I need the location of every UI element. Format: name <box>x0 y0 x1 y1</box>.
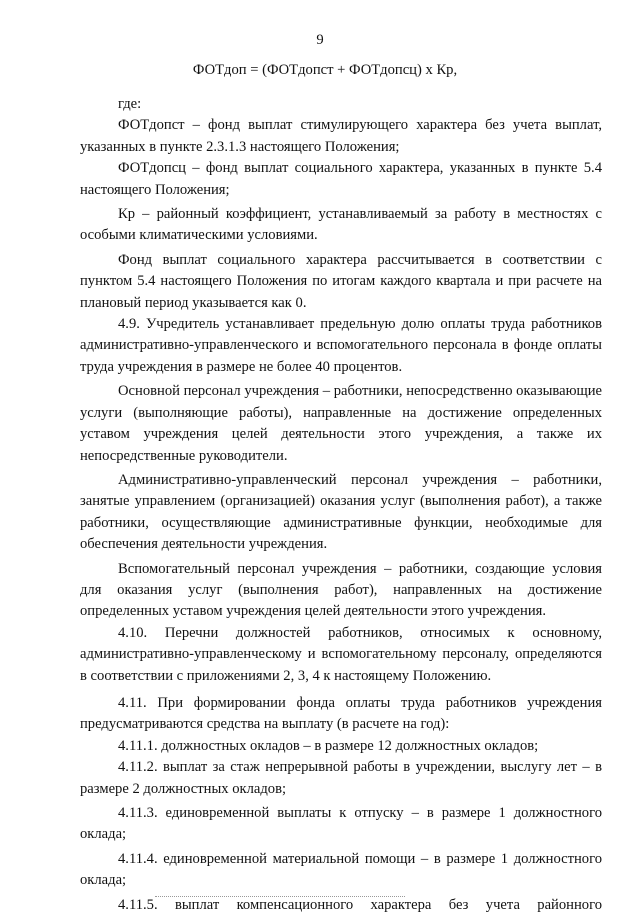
paragraph-4-11-2: 4.11.2. выплат за стаж непрерывной работы в учреждении, выслугу лет – в размере 2 должностных окладов; <box>80 759 602 797</box>
paragraph-fotdopst: ФОТдопст – фонд выплат стимулирующего характера без учета выплат, указанных в пункте 2.3.1.3 настоящего Положения; <box>80 117 602 155</box>
paragraph-where: где: <box>118 96 142 112</box>
paragraph-social-fund: Фонд выплат социального характера рассчитывается в соответствии с пунктом 5.4 настоящего Положения по итогам каждого квартала и при расчете на плановый период указывается как 0. <box>80 251 602 311</box>
paragraph-4-11-4: 4.11.4. единовременной материальной помощи – в размере 1 должностного оклада; <box>80 850 602 889</box>
paragraph-support-staff: Вспомогательный персонал учреждения – работники, создающие условия для оказания услуг (выполнения работ), направленных на достижение определенных уставом учреждения целей деятельности этого учреждения. <box>80 560 602 620</box>
document-body <box>80 94 602 916</box>
paragraph-admin-staff: Административно-управленческий персонал учреждения – работники, занятые управлением (организацией) оказания услуг (выполнения работ), а также работники, осуществляющие административные функции, необходимые для обеспечения деятельности учреждения. <box>80 471 602 553</box>
paragraph-main-staff: Основной персонал учреждения – работники, непосредственно оказывающие услуги (выполняющие работы), направленные на достижение определенных уставом учреждения целей деятельности этого учреждения, а также их непосредственные руководители. <box>80 383 602 464</box>
paragraph-fotdopsc: ФОТдопсц – фонд выплат социального характера, указанных в пункте 5.4 настоящего Положения; <box>80 160 602 198</box>
paragraph-4-11-5: 4.11.5. выплат компенсационного характера без учета районного <box>118 896 602 913</box>
paragraph-4-11-3: 4.11.3. единовременной выплаты к отпуску – в размере 1 должностного оклада; <box>80 805 602 843</box>
paragraph-4-11-1: 4.11.1. должностных окладов – в размере 12 должностных окладов; <box>118 737 539 754</box>
paragraph-4-9: 4.9. Учредитель устанавливает предельную долю оплаты труда работников административно-управленческого и вспомогательного персонала в фонде оплаты труда учреждения в размере не более 40 процентов. <box>80 316 602 375</box>
paragraph-4-10: 4.10. Перечни должностей работников, относимых к основному, административно-управленческому и вспомогательному персоналу, определяются в соответствии с приложениями 2, 3, 4 к настоящему Положению. <box>80 624 602 684</box>
formula: ФОТдоп = (ФОТдопст + ФОТдопсц) х Кр, <box>192 62 458 78</box>
page-bottom-divider <box>155 896 405 897</box>
paragraph-kr: Кр – районный коэффициент, устанавливаемый за работу в местностях с особыми климатическими условиями. <box>80 206 602 244</box>
paragraph-4-11: 4.11. При формировании фонда оплаты труда работников учреждения предусматриваются средства на выплату (в расчете на год): <box>80 694 602 733</box>
page-number: 9 <box>316 32 324 48</box>
